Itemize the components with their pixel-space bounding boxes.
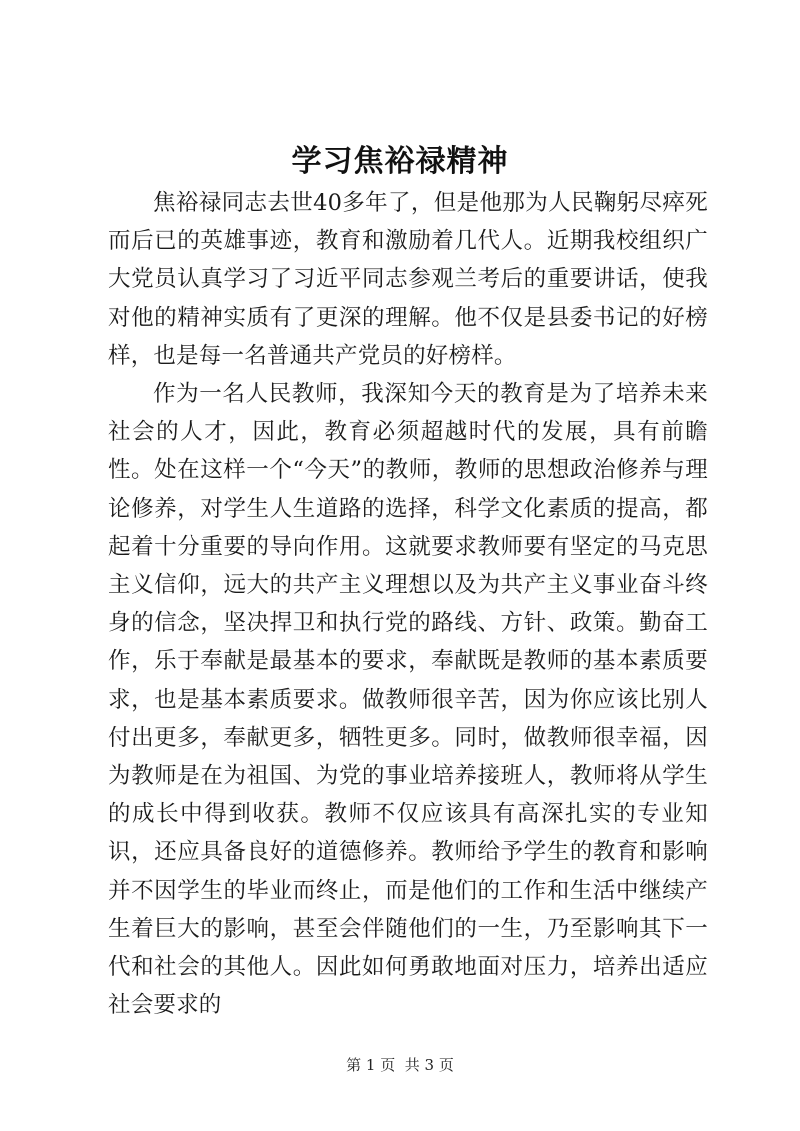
paragraph-1: 焦裕禄同志去世40多年了，但是他那为人民鞠躬尽瘁死而后已的英雄事迹，教育和激励着几代人。近期我校组织广大党员认真学习了习近平同志参观兰考后的重要讲话，使我对他的精神实质有了更深的理解。他不仅是县委书记的好榜样，也是每一名普通共产党员的好榜样。 <box>108 190 708 369</box>
page-number: 第 1 页 共 3 页 <box>346 1056 454 1074</box>
document-title: 学习焦裕禄精神 <box>291 144 509 179</box>
document-body <box>108 184 708 1024</box>
page-footer <box>0 1055 800 1075</box>
paragraph-2: 作为一名人民教师，我深知今天的教育是为了培养未来社会的人才，因此，教育必须超越时代的发展，具有前瞻性。处在这样一个“今天”的教师，教师的思想政治修养与理论修养，对学生人生道路的选择，科学文化素质的提高，都起着十分重要的导向作用。这就要求教师要有坚定的马克思主义信仰，远大的共产主义理想以及为共产主义事业奋斗终身的信念，坚决捍卫和执行党的路线、方针、政策。勤奋工作，乐于奉献是最基本的要求，奉献既是教师的基本素质要求，也是基本素质要求。做教师很辛苦，因为你应该比别人付出更多，奉献更多，牺牲更多。同时，做教师很幸福，因为教师是在为祖国、为党的事业培养接班人，教师将从学生的成长中得到收获。教师不仅应该具有高深扎实的专业知识，还应具备良好的道德修养。教师给予学生的教育和影响并不因学生的毕业而终止，而是他们的工作和生活中继续产生着巨大的影响，甚至会伴随他们的一生，乃至影响其下一代和社会的其他人。因此如何勇敢地面对压力，培养出适应社会要求的 <box>108 381 708 1019</box>
